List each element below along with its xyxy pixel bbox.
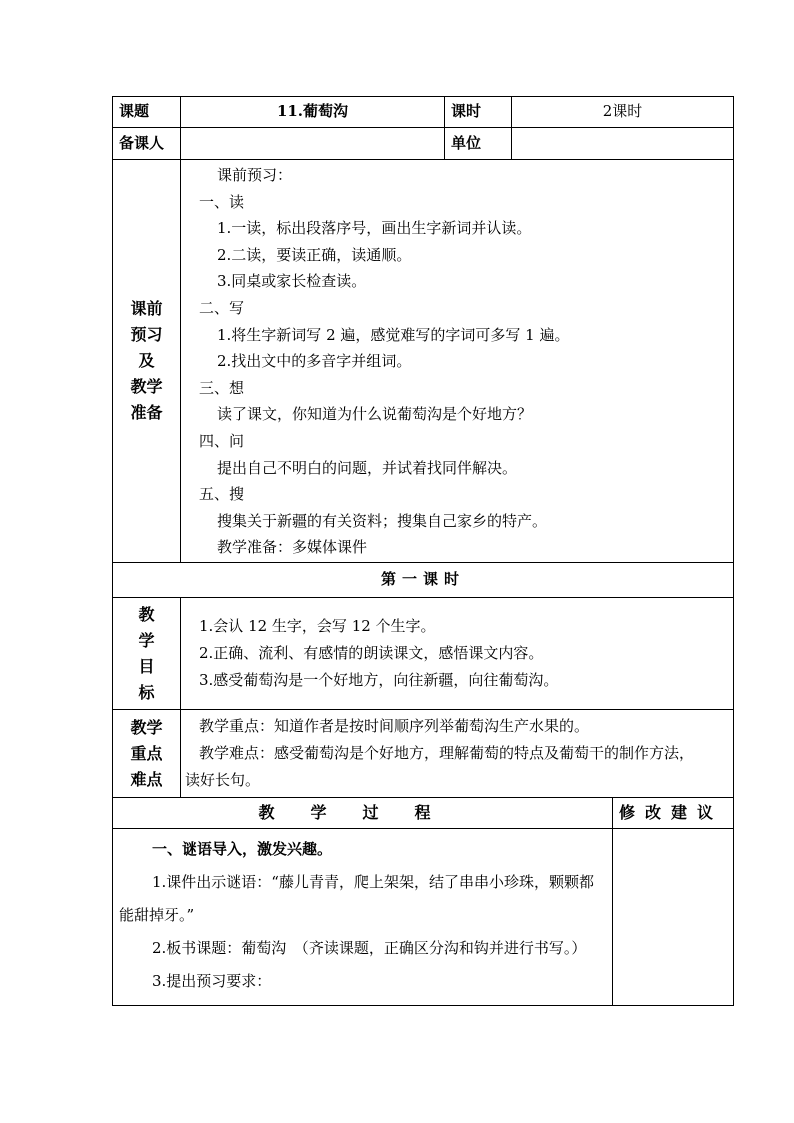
preview-line: 课前预习：: [217, 166, 293, 184]
lesson-plan-table: [112, 96, 734, 1006]
key-focus: 教学重点：知道作者是按时间顺序列举葡萄沟生产水果的。: [199, 717, 590, 735]
process-body-row: [113, 829, 734, 1006]
topic-value: 11.葡萄沟: [181, 97, 445, 128]
key-points-side-label: 教学 重点 难点: [113, 710, 181, 798]
preview-content: [181, 160, 734, 563]
lesson-title-row: [113, 563, 734, 598]
objective-item: 2.正确、流利、有感情的朗读课文，感悟课文内容。: [199, 644, 544, 662]
process-header: 教学过程: [113, 798, 613, 829]
process-paragraph: 3.提出预习要求：: [152, 972, 272, 990]
preview-side-label: 课前 预习 及 教学 准备: [113, 160, 181, 563]
lesson-title: 第一课时: [113, 563, 734, 598]
topic-row: [113, 97, 734, 128]
preview-line: 1.一读，标出段落序号，画出生字新词并认读。: [217, 219, 532, 238]
preparer-label: 备课人: [113, 128, 181, 160]
preview-line: 五、搜: [199, 485, 245, 504]
topic-label: 课题: [113, 97, 181, 128]
preview-row: [113, 160, 734, 563]
preparer-row: [113, 128, 734, 160]
process-header-row: [113, 798, 734, 829]
objectives-row: [113, 598, 734, 710]
key-points-row: [113, 710, 734, 798]
modification-notes: [613, 829, 734, 1006]
period-label: 课时: [445, 97, 512, 128]
preparer-value: [181, 128, 445, 160]
preview-line: 1.将生字新词写 2 遍，感觉难写的字词可多写 1 遍。: [217, 325, 570, 344]
preview-line: 一、读: [199, 192, 245, 211]
process-content: [113, 829, 613, 1006]
lesson-plan-sheet: [112, 96, 733, 1006]
preview-line: 三、想: [199, 378, 245, 397]
modification-header: 修改建议: [613, 798, 734, 829]
preview-line: 2.二读，要读正确，读通顺。: [217, 245, 412, 264]
process-paragraph: 2.板书课题：葡萄沟 （齐读课题，正确区分沟和钩并进行书写。）: [152, 939, 587, 957]
preview-line: 教学准备：多媒体课件: [217, 538, 368, 557]
unit-label: 单位: [445, 128, 512, 160]
objectives-side-label: 教 学 目 标: [113, 598, 181, 710]
key-difficulty: 教学难点：感受葡萄沟是个好地方，理解葡萄的特点及葡萄干的制作方法，: [199, 744, 695, 762]
preview-line: 二、写: [199, 298, 245, 317]
process-paragraph: 1.课件出示谜语：“藤儿青青，爬上架架，结了串串小珍珠，颗颗都能甜掉牙。”: [119, 873, 594, 924]
preview-line: 2.找出文中的多音字并组词。: [217, 352, 412, 371]
unit-value: [512, 128, 734, 160]
objective-item: 3.感受葡萄沟是一个好地方，向往新疆，向往葡萄沟。: [199, 671, 559, 689]
preview-line: 提出自己不明白的问题，并试着找同伴解决。: [217, 458, 518, 477]
process-paragraph: 一、谜语导入，激发兴趣。: [152, 840, 333, 858]
objective-item: 1.会认 12 生字，会写 12 个生字。: [199, 617, 436, 635]
key-difficulty-cont: 读好长句。: [185, 771, 261, 789]
objectives-content: [181, 598, 734, 710]
key-points-content: [181, 710, 734, 798]
period-value: 2课时: [512, 97, 734, 128]
preview-line: 3.同桌或家长检查读。: [217, 272, 367, 291]
preview-line: 搜集关于新疆的有关资料；搜集自己家乡的特产。: [217, 511, 548, 530]
preview-line: 四、问: [199, 431, 245, 450]
preview-line: 读了课文，你知道为什么说葡萄沟是个好地方？: [217, 405, 533, 424]
